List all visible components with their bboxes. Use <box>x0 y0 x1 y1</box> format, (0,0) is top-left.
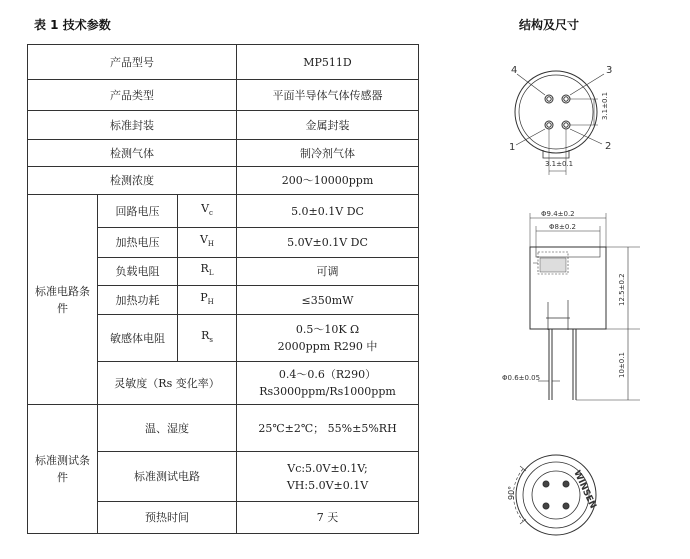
dim-inner-diameter: Φ8±0.2 <box>549 223 576 231</box>
param-value: 25℃±2℃； 55%±5%RH <box>237 405 419 452</box>
pin-label-3: 3 <box>606 65 613 76</box>
group-label-text: 标准电路条件 <box>35 284 90 315</box>
top-dim-vertical: 3.1±0.1 <box>601 91 609 120</box>
row-label: 标准封装 <box>28 111 237 140</box>
row-label: 检测浓度 <box>28 167 237 195</box>
param-value: 可调 <box>237 258 419 286</box>
param-value: 5.0V±0.1V DC <box>237 228 419 258</box>
pin-label-1: 1 <box>509 142 516 153</box>
param-value-line2: Rs3000ppm/Rs1000ppm <box>259 385 396 398</box>
pin-label-4: 4 <box>511 65 518 76</box>
param-value: ≤350mW <box>237 286 419 315</box>
dim-body-height: 12.5±0.2 <box>618 273 626 306</box>
param-label: 加热电压 <box>98 228 178 258</box>
dim-pin-length: 10±0.1 <box>618 352 626 378</box>
param-value-line1: Vc:5.0V±0.1V; <box>287 461 368 475</box>
param-value-line2: 2000ppm R290 中 <box>277 340 378 353</box>
row-value: 平面半导体气体传感器 <box>237 80 419 111</box>
row-label: 检测气体 <box>28 140 237 167</box>
row-value: MP511D <box>237 45 419 80</box>
row-value: 金属封装 <box>237 111 419 140</box>
param-value: 5.0±0.1V DC <box>237 195 419 228</box>
param-label: 温、湿度 <box>98 405 237 452</box>
brand-logo-text: WINSEN <box>571 469 598 511</box>
param-symbol: $V_c$ <box>178 195 237 228</box>
param-value: 7 天 <box>237 502 419 534</box>
row-label: 产品型号 <box>28 45 237 80</box>
diagram-title: 结构及尺寸 <box>519 18 580 32</box>
param-symbol: $P_H$ <box>178 286 237 315</box>
group-label-text: 标准测试条件 <box>35 454 90 484</box>
param-value-line1: 0.4～0.6（R290） <box>278 368 377 381</box>
top-dim-horizontal: 3.1±0.1 <box>545 160 574 168</box>
param-value-line1: 0.5～10K Ω <box>295 323 360 336</box>
param-symbol: $V_H$ <box>178 228 237 258</box>
row-value: 200～10000ppm <box>237 167 419 195</box>
param-label: 加热功耗 <box>98 286 178 315</box>
row-value: 制冷剂气体 <box>237 140 419 167</box>
param-label: 灵敏度（Rs 变化率） <box>98 362 237 405</box>
param-symbol: $R_s$ <box>178 315 237 362</box>
param-label: 预热时间 <box>98 502 237 534</box>
param-symbol: $R_L$ <box>178 258 237 286</box>
param-value-line2: VH:5.0V±0.1V <box>286 478 369 492</box>
param-label: 敏感体电阻 <box>98 315 178 362</box>
dim-pin-diameter: Φ0.6±0.05 <box>502 374 541 382</box>
param-label: 负载电阻 <box>98 258 178 286</box>
row-label: 产品类型 <box>28 80 237 111</box>
param-label: 回路电压 <box>98 195 178 228</box>
dim-outer-diameter: Φ9.4±0.2 <box>541 210 575 218</box>
param-label: 标准测试电路 <box>98 452 237 502</box>
table-title: 表 1 技术参数 <box>34 18 111 32</box>
bottom-angle: 90° <box>507 485 516 500</box>
pin-label-2: 2 <box>605 141 612 152</box>
